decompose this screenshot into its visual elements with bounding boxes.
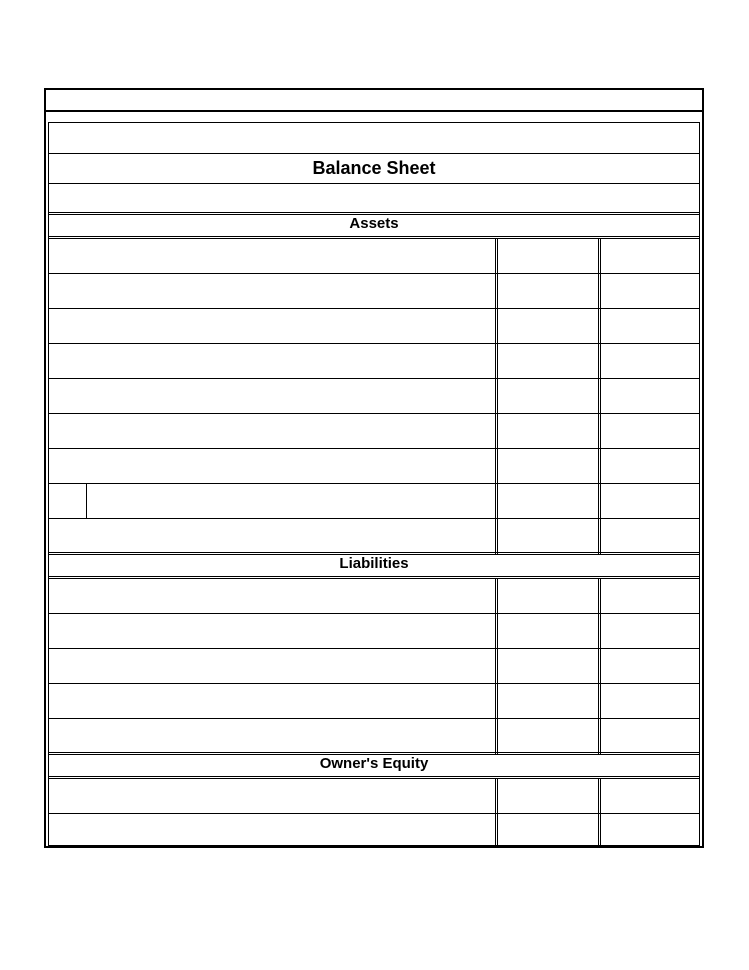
- assets-row[interactable]: [49, 379, 699, 414]
- assets-row[interactable]: [49, 309, 699, 344]
- equity-row[interactable]: [49, 779, 699, 814]
- liabilities-row[interactable]: [49, 649, 699, 684]
- column-divider-amount-1: [495, 579, 498, 755]
- column-divider-amount-2: [598, 779, 601, 845]
- assets-row-indented[interactable]: [49, 484, 699, 519]
- column-divider-amount-2: [598, 579, 601, 755]
- assets-row[interactable]: [49, 449, 699, 484]
- liabilities-row[interactable]: [49, 614, 699, 649]
- liabilities-row[interactable]: [49, 684, 699, 719]
- assets-row[interactable]: [49, 519, 699, 555]
- form-inner-frame: [48, 122, 700, 846]
- column-divider-amount-2: [598, 239, 601, 555]
- liabilities-row[interactable]: [49, 719, 699, 755]
- equity-row[interactable]: [49, 814, 699, 845]
- page-title: Balance Sheet: [49, 154, 699, 184]
- liabilities-row[interactable]: [49, 579, 699, 614]
- blank-row-under-title: [49, 184, 699, 215]
- blank-row-top: [49, 123, 699, 154]
- column-divider-amount-1: [495, 239, 498, 555]
- assets-row[interactable]: [49, 239, 699, 274]
- assets-row[interactable]: [49, 274, 699, 309]
- assets-row[interactable]: [49, 344, 699, 379]
- assets-row[interactable]: [49, 414, 699, 449]
- section-heading-assets: Assets: [49, 215, 699, 239]
- top-header-strip: [46, 90, 702, 112]
- column-divider-amount-1: [495, 779, 498, 845]
- indent-cell: [49, 484, 87, 518]
- section-heading-liabilities: Liabilities: [49, 555, 699, 579]
- balance-sheet-form: [44, 88, 704, 848]
- section-heading-owners-equity: Owner's Equity: [49, 755, 699, 779]
